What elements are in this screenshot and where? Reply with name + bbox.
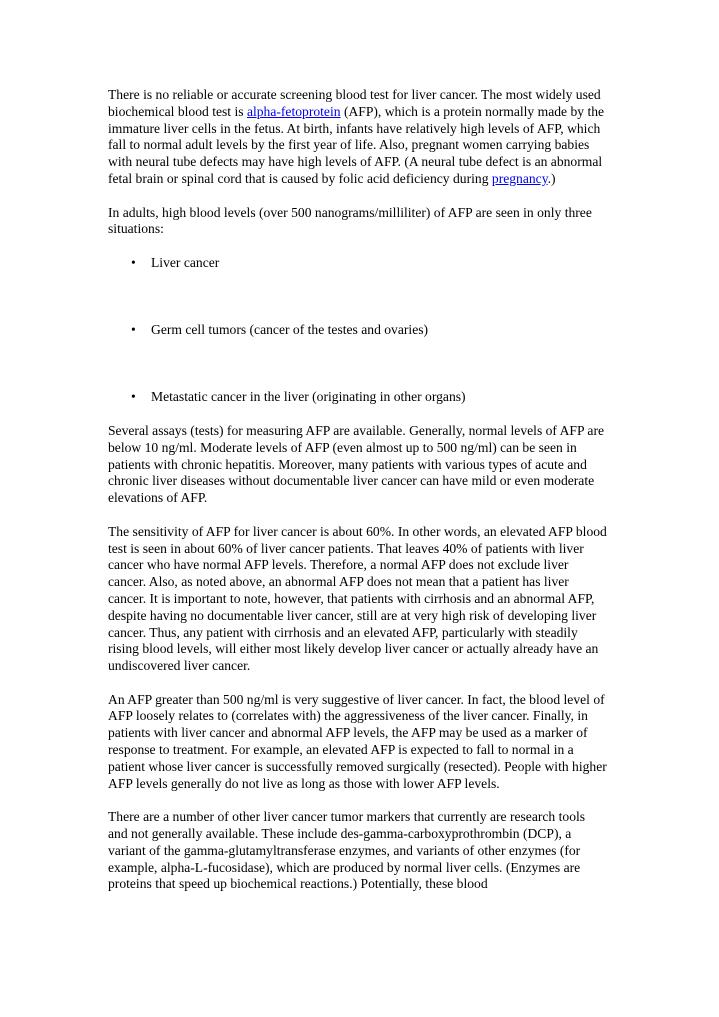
- document-page: [108, 87, 608, 893]
- list-item: [108, 389, 608, 406]
- paragraph-text: (AFP), which is a protein normally made by the immature liver cells in the fetus. At birth, infants have relatively high levels of AFP, which fall to normal adult levels by the first year of life. Also, pregnant women carrying babies with neural tube defects may have high levels of AFP. (A neural tube defect is an abnormal fetal brain or spinal cord that is caused by folic acid deficiency during: [108, 103, 605, 186]
- paragraph-text: There is no reliable or accurate screening blood test for liver cancer. The most widely used biochemical blood test is: [108, 87, 601, 119]
- bullet-icon: •: [131, 389, 136, 405]
- bullet-icon: •: [131, 322, 136, 338]
- alpha-fetoprotein-link[interactable]: alpha-fetoprotein: [246, 103, 341, 119]
- paragraph-assays: Several assays (tests) for measuring AFP are available. Generally, normal levels of AFP are below 10 ng/ml. Moderate levels of AFP (even almost up to 500 ng/ml) can be seen in patients with chronic hepatitis. Moreover, many patients with various types of acute and chronic liver diseases without documentable liver cancer can have mild or even moderate elevations of AFP.: [108, 422, 605, 506]
- list-item: [108, 322, 608, 339]
- paragraph-afp-over-500: An AFP greater than 500 ng/ml is very suggestive of liver cancer. In fact, the blood level of AFP loosely relates to (correlates with) the aggressiveness of the liver cancer. Finally, in patients with liver cancer and abnormal AFP levels, the AFP may be used as a marker of response to treatment. For example, an elevated AFP is expected to fall to normal in a patient whose liver cancer is successfully removed surgically (resected). People with higher AFP levels generally do not live as long as those with lower AFP levels.: [108, 691, 607, 791]
- pregnancy-link[interactable]: pregnancy: [491, 170, 548, 186]
- paragraph-adult-levels: In adults, high blood levels (over 500 nanograms/milliliter) of AFP are seen in only three situations:: [108, 204, 592, 237]
- situations-list: [108, 255, 608, 406]
- paragraph-sensitivity: The sensitivity of AFP for liver cancer is about 60%. In other words, an elevated AFP blood test is seen in about 60% of liver cancer patients. That leaves 40% of patients with liver cancer who have normal AFP levels. Therefore, a normal AFP does not exclude liver cancer. Also, as noted above, an abnormal AFP does not mean that a patient has liver cancer. It is important to note, however, that patients with cirrhosis and an abnormal AFP, despite having no documentable liver cancer, still are at very high risk of developing liver cancer. Thus, any patient with cirrhosis and an elevated AFP, particularly with steadily rising blood levels, will either most likely develop liver cancer or actually already have an undiscovered liver cancer.: [108, 523, 607, 674]
- paragraph-text: .): [547, 170, 556, 186]
- list-item-label: Metastatic cancer in the liver (originating in other organs): [151, 389, 466, 405]
- list-item-label: Germ cell tumors (cancer of the testes and ovaries): [151, 322, 429, 338]
- paragraph-other-markers: There are a number of other liver cancer tumor markers that currently are research tools and not generally available. These include des-gamma-carboxyprothrombin (DCP), a variant of the gamma-glutamyltransferase enzymes, and variants of other enzymes (for example, alpha-L-fucosidase), which are produced by normal liver cells. (Enzymes are proteins that speed up biochemical reactions.) Potentially, these blood: [108, 809, 586, 892]
- bullet-icon: •: [131, 254, 136, 270]
- list-item: [108, 255, 608, 272]
- paragraph-afp-intro: [108, 87, 608, 188]
- list-item-label: Liver cancer: [151, 254, 220, 270]
